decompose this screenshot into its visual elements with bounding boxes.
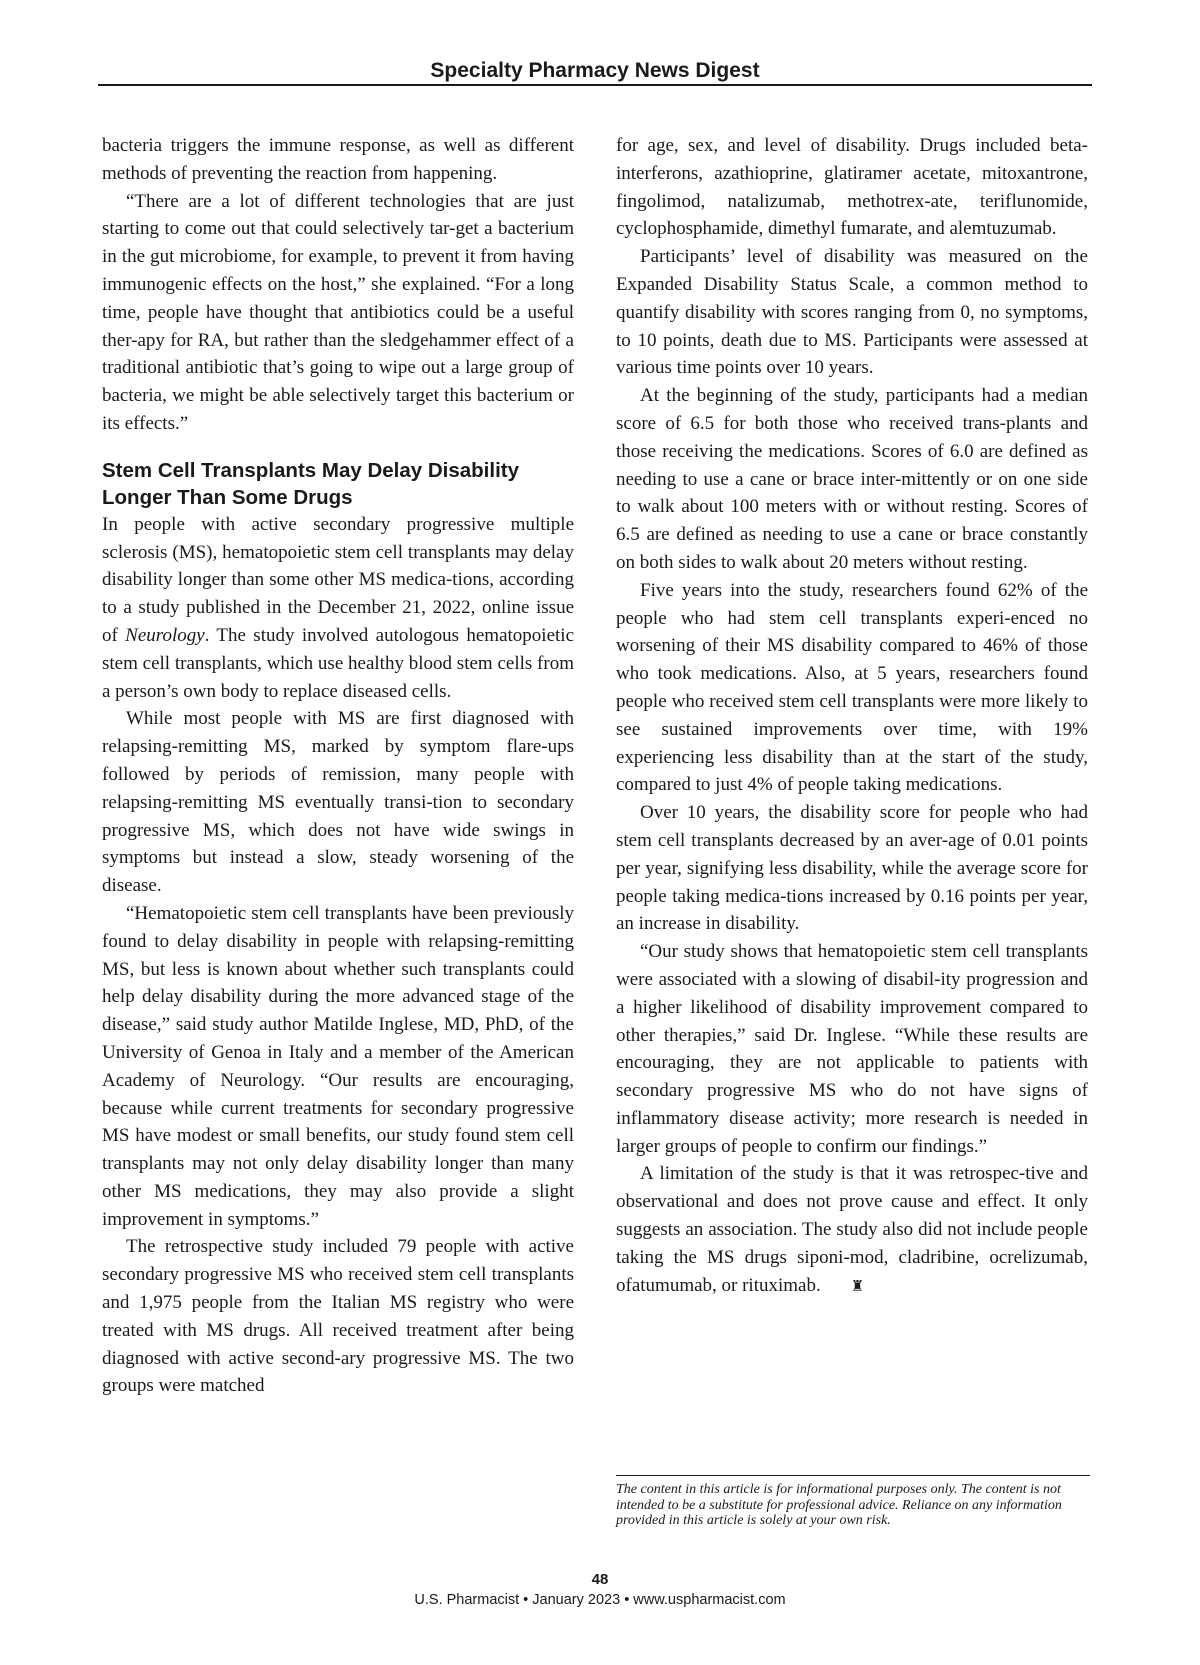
paragraph: bacteria triggers the immune response, as well as different methods of preventing the reaction from happening. — [102, 135, 574, 184]
page-footer — [0, 1570, 1200, 1610]
header-title: Specialty Pharmacy News Digest — [430, 59, 760, 82]
publication-line: U.S. Pharmacist • January 2023 • www.uspharmacist.com — [414, 1592, 786, 1608]
running-header — [98, 58, 1092, 86]
paragraph-text: A limitation of the study is that it was retrospec-tive and observational and does not prove cause and effect. It only suggests an association. The study also did not include people taking the MS drugs siponi-mod, cladribine, ocrelizumab, ofatumumab, or rituximab. — [616, 1163, 1088, 1296]
paragraph: “Hematopoietic stem cell transplants have been previously found to delay disability in people with relapsing-remitting MS, but less is known about whether such transplants could help delay disability during the more advanced stage of the disease,” said study author Matilde Inglese, MD, PhD, of the University of Genoa in Italy and a member of the American Academy of Neurology. “Our results are encouraging, because while current treatments for secondary progressive MS have modest or small benefits, our study found stem cell transplants may not only delay disability longer than many other MS medications, they may also provide a slight improvement in symptoms.” — [102, 902, 574, 1230]
paragraph: While most people with MS are first diagnosed with relapsing-remitting MS, marked by symptom flare-ups followed by periods of remission, many people with relapsing-remitting MS eventually transi-tion to secondary progressive MS, which does not have wide swings in symptoms but instead a slow, steady worsening of the disease. — [102, 708, 574, 897]
paragraph: “There are a lot of different technologies that are just starting to come out that could selectively tar-get a bacterium in the gut microbiome, for example, to prevent it from having immunogenic effects on the host,” she explained. “For a long time, people have thought that antibiotics could be a useful ther-apy for RA, but rather than the sledgehammer effect of a traditional antibiotic that’s going to wipe out a large group of bacteria, we might be able selectively target this bacterium or its effects.” — [102, 190, 574, 434]
paragraph: Five years into the study, researchers found 62% of the people who had stem cell transplants experi-enced no worsening of their MS disability compared to 46% of those who took medications. Also, at 5 years, researchers found people who received stem cell transplants were more likely to see sustained improvements over time, with 19% experiencing less disability than at the start of the study, compared to just 4% of people taking medications. — [616, 579, 1088, 796]
paragraph: At the beginning of the study, participants had a median score of 6.5 for both those who received trans-plants and those receiving the medications. Scores of 6.0 are defined as needing to use a cane or brace inter-mittently or on one side to walk about 100 meters with or without resting. Scores of 6.5 are defined as needing to use a cane or brace constantly on both sides to walk about 20 meters without resting. — [616, 385, 1088, 573]
right-column — [616, 132, 1088, 1301]
paragraph — [616, 1160, 1088, 1301]
end-of-article-icon: ♜ — [850, 1278, 865, 1295]
disclaimer: The content in this article is for informational purposes only. The content is not intended to be a substitute for professional advice. Reliance on any information provided in this article is solely at your own risk. — [616, 1475, 1090, 1529]
section-heading: Stem Cell Transplants May Delay Disability Longer Than Some Drugs — [102, 458, 519, 509]
paragraph: “Our study shows that hematopoietic stem cell transplants were associated with a slowing of disabil-ity progression and a higher likelihood of disability improvement compared to other therapies,” said Dr. Inglese. “While these results are encouraging, they are not applicable to patients with secondary progressive MS who do not have signs of inflammatory disease activity; more research is needed in larger groups of people to confirm our findings.” — [616, 941, 1088, 1157]
paragraph-text: In people with active secondary progressive multiple sclerosis (MS), hematopoietic stem cell transplants may delay disability longer than some other MS medica-tions, according to a study published in the December 21, 2022, online issue of — [102, 513, 574, 646]
left-column — [102, 132, 574, 1400]
paragraph: Participants’ level of disability was measured on the Expanded Disability Status Scale, a common method to quantify disability with scores ranging from 0, no symptoms, to 10 points, death due to MS. Participants were assessed at various time points over 10 years. — [616, 246, 1088, 379]
journal-name: Neurology — [125, 624, 205, 646]
paragraph — [102, 511, 574, 706]
page-number: 48 — [591, 1571, 609, 1588]
paragraph: The retrospective study included 79 people with active secondary progressive MS who received stem cell transplants and 1,975 people from the Italian MS registry who were treated with MS drugs. All received treatment after being diagnosed with active second-ary progressive MS. The two groups were matched — [102, 1236, 574, 1397]
paragraph: for age, sex, and level of disability. Drugs included beta-interferons, azathioprine, glatiramer acetate, mitoxantrone, fingolimod, natalizumab, methotrex-ate, teriflunomide, cyclophosphamide, dimethyl fumarate, and alemtuzumab. — [616, 135, 1088, 240]
paragraph: Over 10 years, the disability score for people who had stem cell transplants decreased by an aver-age of 0.01 points per year, signifying less disability, while the average score for people taking medica-tions increased by 0.16 points per year, an increase in disability. — [616, 802, 1088, 935]
paragraph-text: . The study involved autologous hematopoietic stem cell transplants, which use healthy blood stem cells from a person’s own body to replace diseased cells. — [102, 624, 575, 702]
